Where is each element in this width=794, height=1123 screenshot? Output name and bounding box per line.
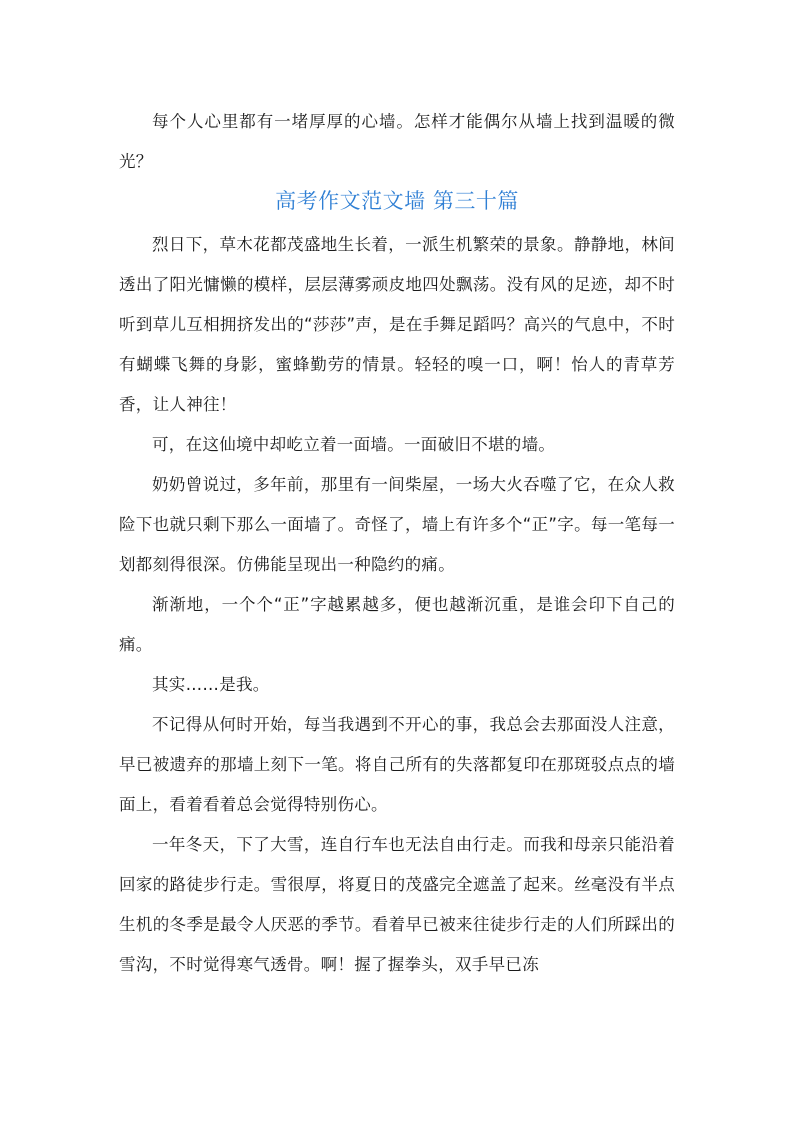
essay-body: [119, 225, 675, 985]
intro-section: [119, 102, 675, 182]
body-paragraph: 不记得从何时开始，每当我遇到不开心的事，我总会去那面没人注意，早已被遗弃的那墙上刻下一笔。将自己所有的失落都复印在那斑驳点点的墙面上，看着看着总会觉得特别伤心。: [119, 715, 675, 814]
body-paragraph: 可，在这仙境中却屹立着一面墙。一面破旧不堪的墙。: [152, 435, 556, 454]
essay-title: 高考作文范文墙 第三十篇: [275, 189, 519, 213]
intro-paragraph: 每个人心里都有一堵厚厚的心墙。怎样才能偶尔从墙上找到温暖的微光？: [119, 112, 675, 171]
body-paragraph: 一年冬天，下了大雪，连自行车也无法自由行走。而我和母亲只能沿着回家的路徒步行走。雪很厚，将夏日的茂盛完全遮盖了起来。丝毫没有半点生机的冬季是最令人厌恶的季节。看着早已被来往徒步行走的人们所踩出的雪沟，不时觉得寒气透骨。啊！握了握拳头，双手早已冻: [119, 835, 675, 974]
body-paragraph: 烈日下，草木花都茂盛地生长着，一派生机繁荣的景象。静静地，林间透出了阳光慵懒的模样，层层薄雾顽皮地四处飘荡。没有风的足迹，却不时听到草儿互相拥挤发出的“莎莎”声，是在手舞足蹈吗？高兴的气息中，不时有蝴蝶飞舞的身影，蜜蜂勤劳的情景。轻轻的嗅一口，啊！怡人的青草芳香，让人神往！: [119, 235, 675, 414]
body-paragraph: 其实……是我。: [152, 675, 270, 694]
body-paragraph: 奶奶曾说过，多年前，那里有一间柴屋，一场大火吞噬了它，在众人救险下也就只剩下那么一面墙了。奇怪了，墙上有许多个“正”字。每一笔每一划都刻得很深。仿佛能呈现出一种隐约的痛。: [119, 475, 675, 574]
body-paragraph: 渐渐地，一个个“正”字越累越多，便也越渐沉重，是谁会印下自己的痛。: [119, 595, 675, 654]
